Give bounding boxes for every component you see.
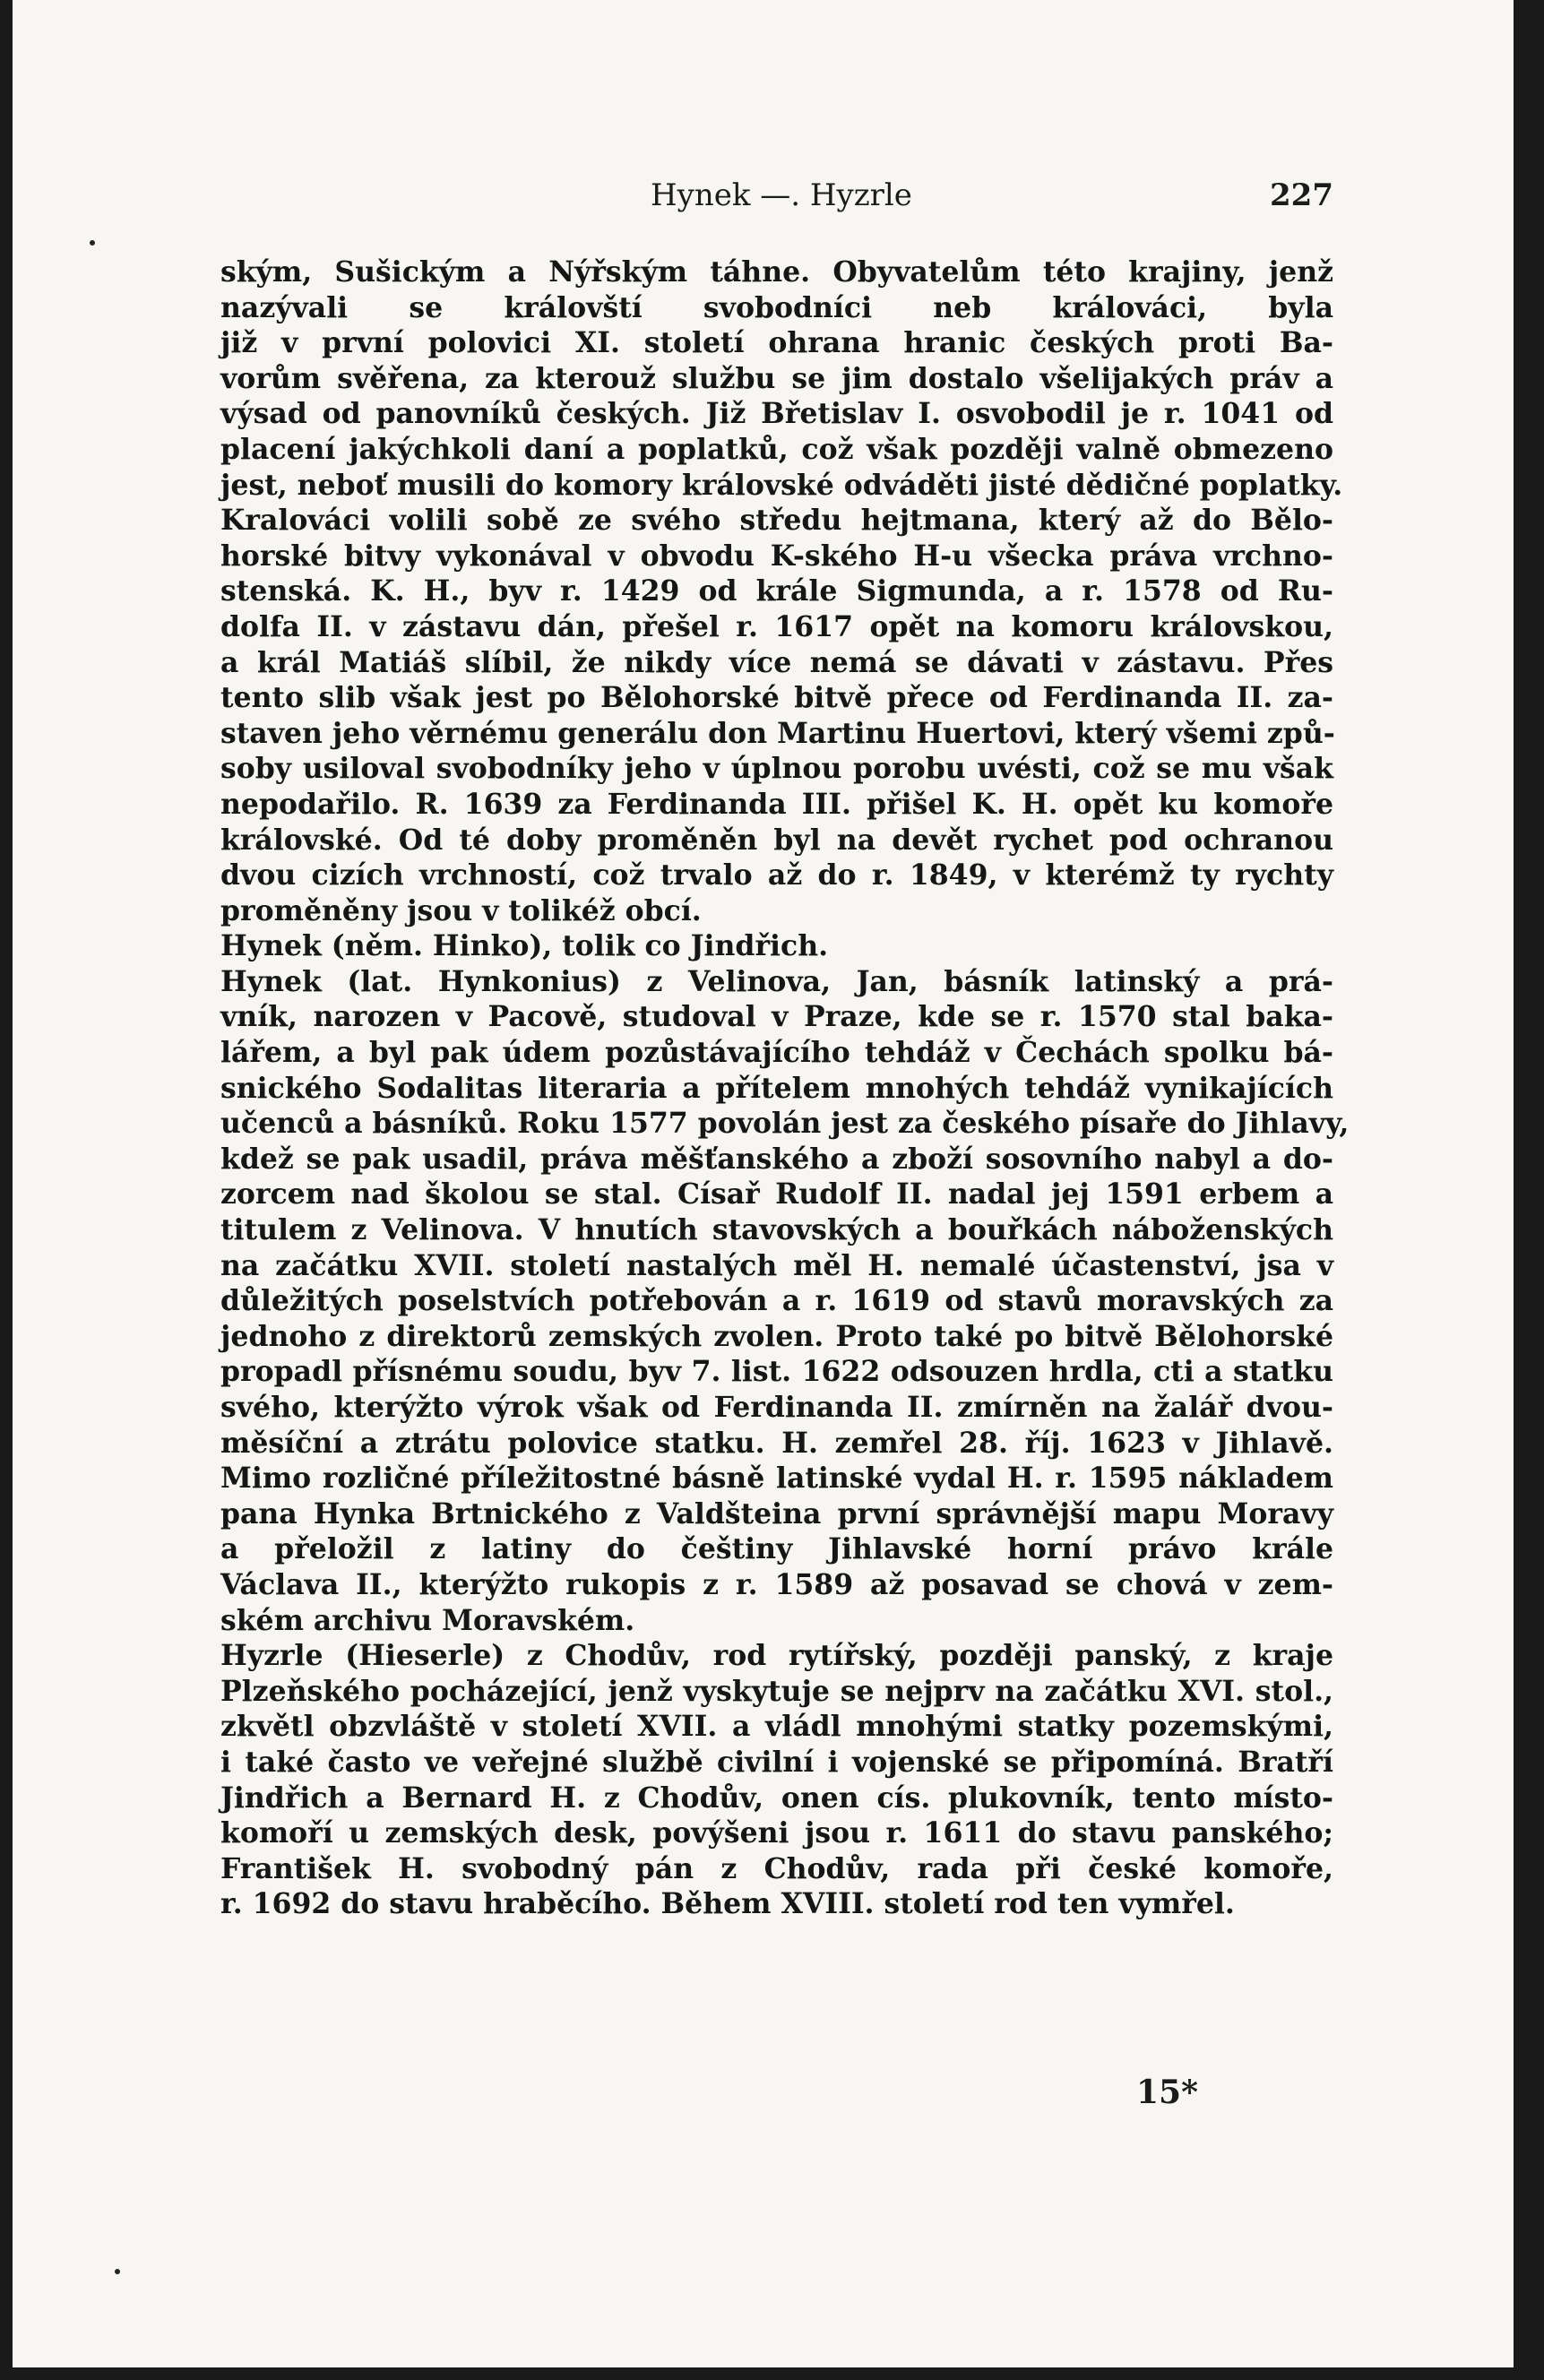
text-line: vorům svěřena, za kterouž službu se jim dostalo všelijakých práv a (220, 361, 1333, 395)
text-line: a přeložil z latiny do češtiny Jihlavské horní právo krále (220, 1532, 1333, 1566)
text-line: staven jeho věrnému generálu don Martinu Huertovi, který všemi způ- (220, 716, 1335, 750)
text-line: snického Sodalitas literaria a přítelem mnohých tehdáž vynikajících (220, 1071, 1333, 1105)
text-line: titulem z Velinova. V hnutích stavovských a bouřkách náboženských (220, 1213, 1333, 1247)
text-line: pana Hynka Brtnického z Valdšteina první správnější mapu Moravy (220, 1496, 1333, 1531)
text-line: měsíční a ztrátu polovice statku. H. zemřel 28. říj. 1623 v Jihlavě. (220, 1426, 1333, 1460)
text-line: výsad od panovníků českých. Již Břetislav I. osvobodil je r. 1041 od (220, 397, 1333, 431)
scan-edge-bottom (0, 2367, 1544, 2380)
text-line: důležitých poselstvích potřebován a r. 1619 od stavů moravských za (220, 1284, 1333, 1318)
text-line: Jindřich a Bernard H. z Chodův, onen cís. plukovník, tento místo- (220, 1781, 1333, 1815)
text-line: vník, narozen v Pacově, studoval v Praze, kde se r. 1570 stal baka- (220, 1000, 1333, 1034)
text-line: tento slib však jest po Bělohorské bitvě přece od Ferdinanda II. za- (220, 681, 1333, 715)
text-line: placení jakýchkoli daní a poplatků, což však později valně obmezeno (220, 432, 1333, 466)
text-line: propadl přísnému soudu, byv 7. list. 1622 odsouzen hrdla, cti a statku (220, 1355, 1333, 1389)
text-line: dvou cizích vrchností, což trvalo až do r. 1849, v kterémž ty rychty (220, 858, 1333, 892)
text-line: Kralováci volili sobě ze svého středu hejtmana, který až do Bělo- (220, 504, 1333, 538)
body-text (220, 254, 1350, 1922)
dust-speck (115, 2269, 120, 2274)
text-line: soby usiloval svobodníky jeho v úplnou porobu uvésti, což se mu však (220, 752, 1333, 786)
running-header (220, 177, 1333, 220)
text-line: svého, kterýžto výrok však od Ferdinanda II. zmírněn na žalář dvou- (220, 1391, 1333, 1424)
text-line: a král Matiáš slíbil, že nikdy více nemá se dávati v zástavu. Přes (220, 645, 1333, 679)
text-line: jest, neboť musili do komory královské odváděti jisté dědičné poplatky. (220, 468, 1343, 502)
text-line: Václava II., kterýžto rukopis z r. 1589 až posavad se chová v zem- (220, 1567, 1333, 1601)
text-line: nazývali se královští svobodníci neb králováci, byla (220, 290, 1333, 324)
text-line: lářem, a byl pak údem pozůstávajícího tehdáž v Čechách spolku bá- (220, 1036, 1333, 1070)
text-line: r. 1692 do stavu hraběcího. Během XVIII. století rod ten vymřel. (220, 1887, 1235, 1921)
text-line: i také často ve veřejné službě civilní i vojenské se připomíná. Bratří (220, 1745, 1333, 1779)
text-line: Plzeňského pocházející, jenž vyskytuje se nejprv na začátku XVI. stol., (220, 1674, 1333, 1708)
scan-edge-right (1514, 0, 1544, 2380)
text-line: dolfa II. v zástavu dán, přešel r. 1617 opět na komoru královskou, (220, 609, 1333, 643)
text-line: Hyzrle (Hieserle) z Chodův, rod rytířský, později panský, z kraje (220, 1639, 1333, 1673)
text-line: královské. Od té doby proměněn byl na devět rychet pod ochranou (220, 823, 1333, 857)
text-line: Mimo rozličné příležitostné básně latinské vydal H. r. 1595 nákladem (220, 1462, 1333, 1496)
text-line: František H. svobodný pán z Chodův, rada při české komoře, (220, 1851, 1333, 1885)
text-line: nepodařilo. R. 1639 za Ferdinanda III. přišel K. H. opět ku komoře (220, 787, 1333, 821)
text-line: již v první polovici XI. století ohrana hranic českých proti Ba- (220, 326, 1333, 360)
text-line: Hynek (něm. Hinko), tolik co Jindřich. (220, 929, 829, 963)
text-line: na začátku XVII. století nastalých měl H. nemalé účastenství, jsa v (220, 1248, 1333, 1282)
header-title: Hynek —. Hyzrle (651, 177, 912, 213)
text-line: komoří u zemských desk, povýšeni jsou r. 1611 do stavu panského; (220, 1816, 1333, 1850)
dust-speck (90, 240, 95, 246)
scan-edge-left (0, 0, 13, 2380)
page-number: 227 (1270, 177, 1333, 213)
text-line: zkvětl obzvláště v století XVII. a vládl mnohými statky pozemskými, (220, 1710, 1333, 1744)
text-line: ském archivu Moravském. (220, 1603, 635, 1637)
text-line: Hynek (lat. Hynkonius) z Velinova, Jan, básník latinský a prá- (220, 964, 1333, 998)
text-line: zorcem nad školou se stal. Císař Rudolf II. nadal jej 1591 erbem a (220, 1177, 1333, 1212)
text-line: jednoho z direktorů zemských zvolen. Proto také po bitvě Bělohorské (220, 1319, 1333, 1353)
text-line: učenců a básníků. Roku 1577 povolán jest za českého písaře do Jihlavy, (220, 1107, 1350, 1141)
text-line: horské bitvy vykonával v obvodu K-ského H-u všecka práva vrchno- (220, 539, 1333, 573)
text-line: stenská. K. H., byv r. 1429 od krále Sigmunda, a r. 1578 od Ru- (220, 574, 1333, 608)
signature-mark: 15* (1136, 2074, 1198, 2111)
text-line: ským, Sušickým a Nýřským táhne. Obyvatelům této krajiny, jenž (220, 255, 1333, 289)
text-line: proměněny jsou v tolikéž obcí. (220, 893, 702, 927)
text-line: kdež se pak usadil, práva měšťanského a zboží sosovního nabyl a do- (220, 1142, 1333, 1176)
